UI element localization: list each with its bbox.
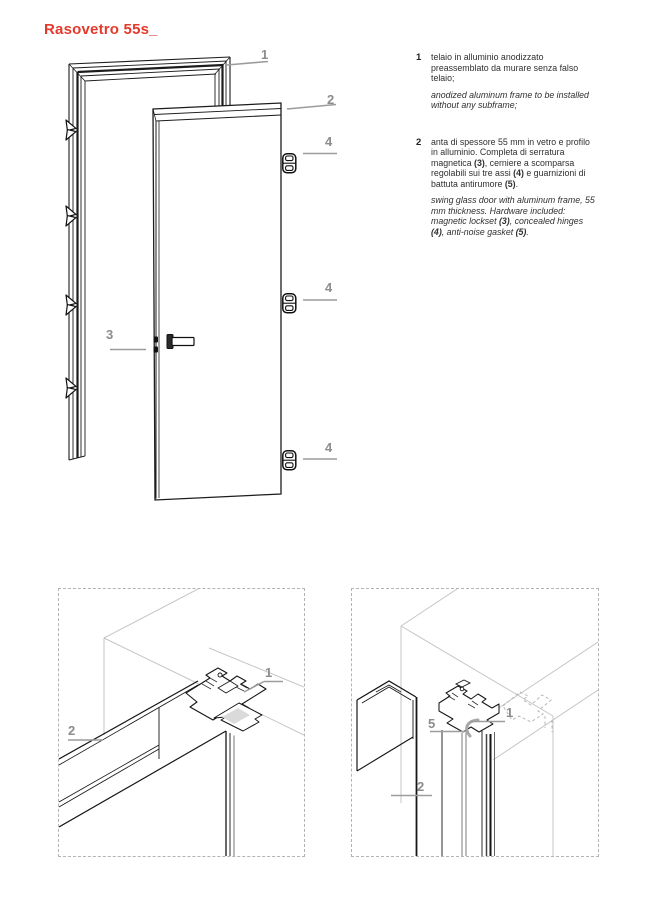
detail-right-svg xyxy=(352,589,598,856)
frame-section-lines xyxy=(442,730,495,856)
callout-door: 2 xyxy=(327,92,335,107)
detail-drawing-horizontal-section xyxy=(58,588,305,857)
legend-item-number: 1 xyxy=(416,52,422,63)
legend-item-frame xyxy=(416,52,598,111)
leader-lines xyxy=(391,722,505,796)
legend xyxy=(416,52,598,237)
page-title: Rasovetro 55s_ xyxy=(44,21,158,38)
callout-frame: 1 xyxy=(506,705,514,720)
callout-door: 2 xyxy=(417,779,425,794)
callout-frame: 1 xyxy=(265,665,273,680)
legend-text-english: swing glass door with aluminum frame, 55 mm thickness. Hardware included: magnetic lockset (3), concealed hinges (4), anti-noise gasket (5). xyxy=(431,195,595,237)
callout-frame: 1 xyxy=(261,47,269,62)
callout-lockset: 3 xyxy=(106,327,114,342)
legend-item-door xyxy=(416,137,598,238)
legend-item-number: 2 xyxy=(416,136,422,148)
callout-hinge: 4 xyxy=(325,440,333,455)
frame-profile-section xyxy=(186,668,266,731)
detail-drawing-vertical-section xyxy=(351,588,599,857)
door-leaf xyxy=(153,103,281,500)
legend-text-italian: anta di spessore 55 mm in vetro e profilo in alluminio. Completa di serratura magnetica (3), cerniere a scomparsa regolabili sui tre assi (4) e guarnizioni di battuta antirumore (5). xyxy=(431,136,590,189)
legend-text-italian: telaio in alluminio anodizzato preassemblato da murare senza falso telaio; xyxy=(431,52,579,83)
callout-hinge: 4 xyxy=(325,280,333,295)
door-section-lines xyxy=(357,681,417,856)
detail-left-svg xyxy=(59,589,304,856)
callout-door: 2 xyxy=(68,723,76,738)
wall-anchors xyxy=(66,120,76,398)
door-frame-drawing xyxy=(46,46,356,526)
callout-gasket: 5 xyxy=(428,716,436,731)
legend-text-english: anodized aluminum frame to be installed without any subframe; xyxy=(431,89,589,110)
hinges xyxy=(283,154,296,470)
callout-hinge: 4 xyxy=(325,134,333,149)
main-exploded-drawing xyxy=(46,46,356,526)
